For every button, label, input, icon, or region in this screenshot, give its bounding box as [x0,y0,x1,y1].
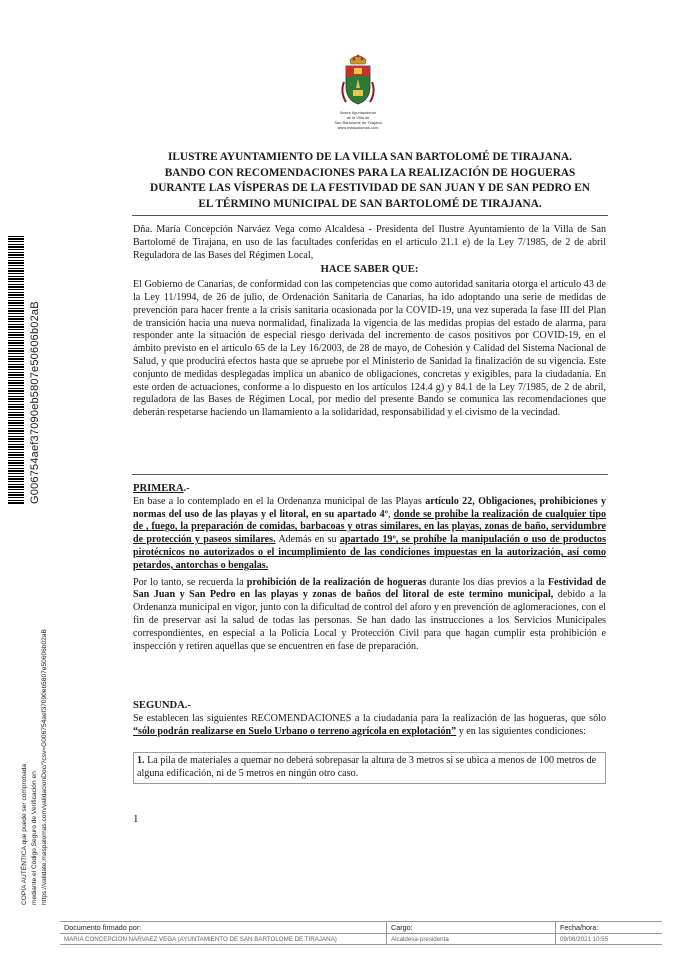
text-run: , [388,508,394,520]
segunda-section [133,700,606,738]
condition-box [133,752,606,784]
verification-line-2: mediante el Código Seguro de Verificación en [31,771,38,905]
hace-saber-heading: HACE SABER QUE: [320,264,419,276]
title-line: BANDO CON RECOMENDACIONES PARA LA REALIZACIÓN DE HOGUERAS [164,166,576,179]
date-header: Fecha/hora: [556,922,663,934]
primera-paragraph-1 [133,496,606,573]
intro-section [133,224,606,420]
verification-barcode [8,236,24,504]
role-header: Cargo: [387,922,556,934]
title-line: DURANTE LAS VÍSPERAS DE LA FESTIVIDAD DE SAN JUAN Y DE SAN PEDRO EN [150,182,590,194]
text-run: y en las siguientes condiciones: [456,725,586,737]
title-line: ILUSTRE AYUNTAMIENTO DE LA VILLA SAN BARTOLOMÉ DE TIRAJANA. [168,151,572,163]
festivity-reference: Festividad de San Juan y San Pedro en las playas y zonas de baños del litoral de este termino municipal, [133,576,607,601]
document-title [130,150,610,212]
fire-prohibition: donde se prohíbe la realización de cualquier tipo de , fuego, la preparación de comidas, barbacoas y otras similares, en las playas, zonas de baño, servidumbre de protección y paseos similares. [133,508,607,546]
verification-code: G006754aef37090eb5807e50606b02aB [29,301,41,504]
crest-line: San Bartolomé de Tirajana [334,120,382,125]
title-divider [132,215,608,216]
signed-by-value: MARIA CONCEPCION NARVAEZ VEGA (AYUNTAMIENTO DE SAN BARTOLOME DE TIRAJANA) [60,934,387,945]
pyrotechnics-prohibition: apartado 19º, se prohíbe la manipulación o uso de productos pirotécnicos no autorizados o el incumplimiento de las condiciones impuestas en la autorización, así como petardos, antorchas o bengalas. [133,534,607,571]
text-run: Por lo tanto, se recuerda la [133,576,247,588]
signature-table [60,921,662,945]
title-line: EL TÉRMINO MUNICIPAL DE SAN BARTOLOMÉ DE TIRAJANA. [198,197,542,210]
intro-paragraph: Dña. María Concepción Narváez Vega como Alcaldesa - Presidenta del Ilustre Ayuntamiento de la Villa de San Bartolomé de Tirajana, en uso de las facultades conferidas en el artículo 21.1 e) de la Ley 7/1985, de 2 de abril Reguladora de las Bases del Régimen Local, [133,224,606,261]
ordinance-article-reference: artículo 22, Obligaciones, prohibiciones y normas del uso de las playas y el litoral, en su apartado 4º [133,495,607,520]
segunda-heading: SEGUNDA.- [133,700,191,711]
page-number: 1 [133,813,139,825]
text-run: durante los días previos a la [426,576,548,588]
primera-section [133,483,606,653]
coat-of-arms-icon [338,52,378,108]
role-value: Alcaldesa-presidenta [387,934,556,945]
segunda-paragraph [133,713,606,739]
section-divider [132,474,608,475]
condition-number: 1. [137,755,145,766]
condition-text: La pila de materiales a quemar no deberá sobrepasar la altura de 3 metros si se ubica a menos de 100 metros de alguna edificación, ni de 5 metros en ningún otro caso. [137,755,597,779]
text-run: debido a la Ordenanza municipal en vigor, junto con la dificultad de control del aforo y en prevención de aglomeraciones, con el fin de preservar así la salud de todas las personas. Se han dado las instrucciones a los Servicios Municipales correspondientes, en especial a la Policía Local y Protección Civil para que hagan cumplir esta prohibición e inspección y retiren aquellas que se encuentren en fase de preparación. [133,589,606,652]
primera-paragraph-2 [133,577,606,654]
crest-caption [322,110,394,130]
verification-link[interactable]: https://validate.maspalomas.com/validacionDoc/?csv=G006754aef37090eb5807e50606b02aB [41,629,48,905]
primera-heading: PRIMERA [133,483,184,494]
bonfire-prohibition: prohibición de la realización de hogueras [246,576,427,588]
date-value: 09/06/2021 10:55 [556,934,663,945]
crest-line: de la Villa de [346,115,370,120]
primera-heading-suffix: .- [183,483,190,494]
text-run: Se establecen las siguientes RECOMENDACIONES a la ciudadanía para la realización de las hogueras, que sólo [133,712,606,724]
hace-saber-paragraph: El Gobierno de Canarias, de conformidad con las competencias que como autoridad sanitaria otorga el artículo 43 de la Ley 11/1994, de 26 de julio, de Ordenación Sanitaria de Canarias, ha ido adoptando una serie de medidas de prevención para hacer frente a la crisis sanitaria ocasionada por la COVID-19, una vez superada la fase III del Plan de transición hacia una nueva normalidad, finalizada la vigencia de las medidas propias del estado de alarma, para responder ante la situación de especial riesgo derivada del incremento de casos positivos por COVID-19, en el ámbito previsto en el artículo 65 de la Ley 16/2003, de 28 de mayo, de Cohesión y Calidad del Sistema Nacional de Salud, y que producirá efectos hasta que se apruebe por el Ministerio de Sanidad la finalización de su vigencia. Este conjunto de medidas desplegadas implica un abanico de obligaciones, concretas y exigibles, para la ciudadanía. En este orden de actuaciones, conforme a lo dispuesto en los artículos 124.4 g) y 84.1 de la Ley 7/1985, de 2 de abril, reguladora de las Bases de Régimen Local, por medio del presente Bando se comunica las recomendaciones que deberán respetarse haciendo un llamamiento a la solidaridad, responsabilidad y el civismo de la vecindad. [133,279,606,419]
crest-line: www.maspalomas.com [337,125,379,130]
text-run: En base a lo contemplado en el la Ordenanza municipal de las Playas [133,495,426,507]
verification-line-1: COPIA AUTÉNTICA que puede ser comprobada [21,763,28,905]
allowed-land-reference: “sólo podrán realizarse en Suelo Urbano o terreno agrícola en explotación” [133,725,457,737]
text-run: Además en su [275,534,340,546]
crest-line: Ilustre Ayuntamiento [339,110,377,115]
signed-by-header: Documento firmado por: [60,922,387,934]
